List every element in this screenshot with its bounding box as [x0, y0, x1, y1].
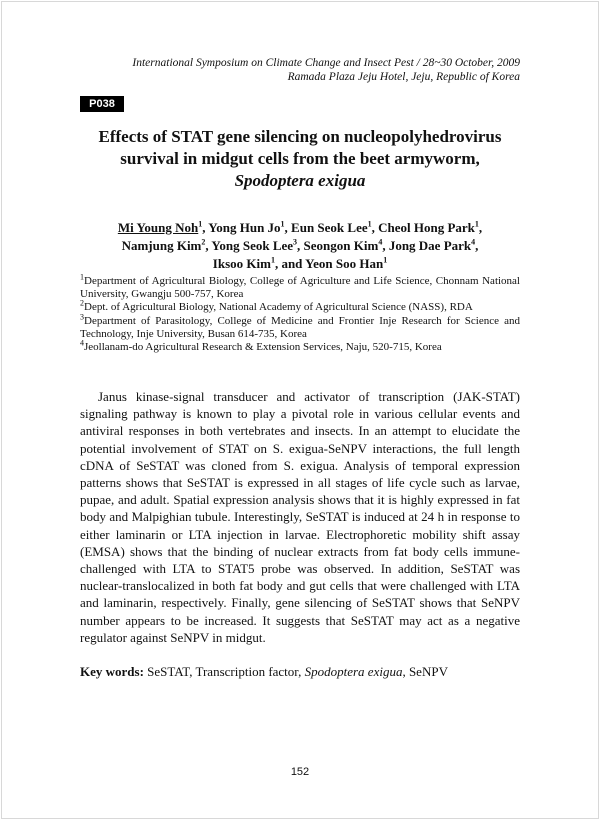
author-separator: , [274, 256, 282, 271]
author-affiliation-mark: 3 [293, 237, 298, 247]
poster-tag: P038 [80, 96, 124, 112]
title-species: Spodoptera exigua [234, 171, 366, 190]
keywords-species: Spodoptera exigua [304, 664, 403, 679]
affiliation-number: 2 [80, 298, 84, 308]
author-affiliation-mark: 4 [378, 237, 383, 247]
affiliation-item [80, 272, 520, 301]
author-separator: , [475, 238, 479, 253]
author-affiliation-mark: 4 [471, 237, 476, 247]
paper-title [80, 126, 520, 192]
author-affiliation-mark: 1 [474, 219, 479, 229]
author-affiliation-mark: 1 [383, 255, 388, 265]
affiliation-text: Jeollanam-do Agricultural Research & Extension Services, Naju, 520-715, Korea [84, 341, 442, 354]
title-line-1: Effects of STAT gene silencing on nucleopolyhedrovirus [98, 127, 502, 146]
author-name: Jong Dae Park [388, 238, 472, 253]
author-affiliation-mark: 2 [201, 237, 206, 247]
affiliation-number: 3 [80, 311, 84, 321]
author-name: Cheol Hong Park [378, 220, 475, 235]
author-list [80, 219, 520, 273]
keywords-text-end: , SeNPV [402, 664, 448, 679]
author-name: Namjung Kim [121, 238, 202, 253]
abstract-body: Janus kinase-signal transducer and activator of transcription (JAK-STAT) signaling pathway is known to play a pivotal role in various cellular events and antiviral responses in both vertebrates and insects. In an attempt to elucidate the potential involvement of STAT on S. exigua-SeNPV interactions, the full length cDNA of SeSTAT was cloned from S. exigua. Analysis of temporal expression patterns shows that SeSTAT is expressed in all stages of life cycle such as larvae, pupae, and adult. Spatial expression analysis shows that it is highly expressed in fat body and Malpighian tubule. Interestingly, SeSTAT is induced at 24 h in response to either laminarin or LTA injection in larvae. Electrophoretic mobility shift assay (EMSA) shows that the binding of nuclear extracts from fat body cells immune-challenged with LTA to STAT5 probe was observed. In addition, SeSTAT was nuclear-translocalized in both fat body and gut cells that were challenged with LTA and laminarin, respectively. Finally, gene silencing of SeSTAT shows that SeNPV number appears to be increased. It suggests that SeSTAT may act as a negative regulator against SeNPV in midgut. [80, 389, 520, 645]
keywords-line [80, 663, 520, 680]
conference-header [100, 56, 520, 84]
author-line-3 [80, 255, 520, 273]
author-separator: , [478, 220, 483, 235]
author-name: Seongon Kim [303, 238, 379, 253]
header-line-1: International Symposium on Climate Change and Insect Pest / 28~30 October, 2009 [132, 57, 520, 69]
author-line-2 [80, 237, 520, 255]
author-conjunction: and [281, 256, 306, 271]
affiliation-item [80, 338, 520, 354]
affiliation-text: Department of Parasitology, College of Medicine and Frontier Inje Research for Science and Technology, Inje University, Busan 614-735, Korea [80, 314, 520, 340]
author-name: Eun Seok Lee [291, 220, 368, 235]
author-separator: , [382, 238, 389, 253]
affiliation-item [80, 298, 520, 314]
author-affiliation-mark: 1 [367, 219, 372, 229]
affiliation-list [80, 272, 520, 354]
affiliation-text: Department of Agricultural Biology, College of Agriculture and Life Science, Chonnam National University, Gwangju 500-757, Korea [80, 275, 520, 301]
keywords-text: SeSTAT, Transcription factor, [143, 664, 305, 679]
affiliation-text: Dept. of Agricultural Biology, National Academy of Agricultural Science (NASS), RDA [84, 301, 473, 314]
author-separator: , [297, 238, 304, 253]
author-name: Mi Young Noh [117, 220, 199, 235]
author-name: Iksoo Kim [212, 256, 271, 271]
author-separator: , [284, 220, 292, 235]
author-affiliation-mark: 1 [270, 255, 275, 265]
affiliation-number: 1 [80, 272, 84, 282]
title-line-2: survival in midgut cells from the beet armyworm, [120, 149, 480, 168]
page-number: 152 [290, 766, 310, 778]
author-separator: , [205, 238, 212, 253]
affiliation-number: 4 [80, 338, 84, 348]
author-name: Yong Seok Lee [211, 238, 294, 253]
affiliation-item [80, 311, 520, 341]
author-name: Yeon Soo Han [305, 256, 384, 271]
header-line-2: Ramada Plaza Jeju Hotel, Jeju, Republic of Korea [287, 71, 520, 83]
author-name: Yong Hun Jo [208, 220, 281, 235]
author-separator: , [371, 220, 379, 235]
author-line-1 [80, 219, 520, 237]
keywords-label: Key words: [80, 664, 144, 679]
author-affiliation-mark: 1 [198, 219, 203, 229]
author-affiliation-mark: 1 [280, 219, 285, 229]
author-separator: , [202, 220, 209, 235]
